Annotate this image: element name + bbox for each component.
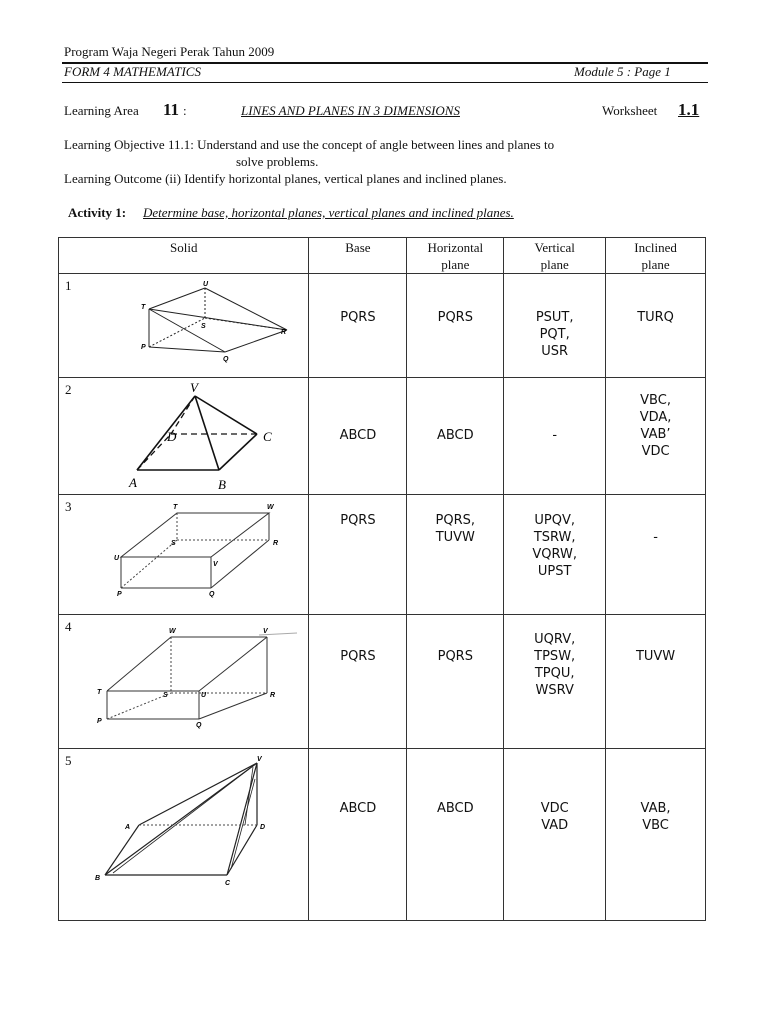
vertex-label: D [260,824,266,831]
vertex-label: S [163,692,168,699]
horizontal-cell: ABCD [407,749,504,921]
edge-TU [149,288,205,309]
header-solid: Solid [59,238,309,274]
edge-PS [107,693,171,719]
learning-objective-cont: solve problems. [236,154,319,169]
vertex-label: P [141,344,146,351]
hatch-line [245,767,253,825]
vertical-cell: PSUT, PQT, USR [504,274,606,378]
learning-objective: Learning Objective 11.1: Understand and use the concept of angle between lines and planes to [64,137,555,152]
worksheet-label: Worksheet [602,103,658,118]
base-cell: ABCD [309,378,407,495]
inclined-cell: VAB, VBC [606,749,706,921]
header-vertical: Vertical plane [504,238,606,274]
edge-VC [195,396,257,434]
vertex-label: Q [196,722,202,729]
vertex-label: U [114,555,120,562]
table-header-row [59,238,706,274]
row-number: 3 [65,499,72,514]
worksheet-number: 1.1 [678,100,700,119]
vertical-cell: VDC VAD [504,749,606,921]
edge-QR [225,330,287,352]
activity-label: Activity 1: [68,205,127,220]
header-horizontal: Horizontal plane [407,238,504,274]
table-row [59,274,706,378]
vertex-label: W [169,628,176,635]
vertex-label: P [97,718,102,725]
edge-PQ [149,347,225,352]
solid-cell [59,274,309,378]
solid-cell [59,378,309,495]
row-number: 5 [65,753,72,768]
solid-cell [59,749,309,921]
vertex-label: V [213,561,218,568]
vertex-label: T [173,504,178,511]
horizontal-cell: PQRS [407,274,504,378]
vertical-cell: - [504,378,606,495]
base-cell: PQRS [309,495,407,615]
edge-TQ [149,309,225,352]
header-rule-bottom [62,82,708,83]
edge-BC [219,434,257,470]
vertex-label: S [201,323,206,330]
top-face-UVWT [121,513,269,557]
learning-area-title: LINES AND PLANES IN 3 DIMENSIONS [241,103,460,118]
edge-PS [149,318,205,347]
hatch-line [113,769,249,873]
table-row [59,378,706,495]
edge-QR [199,693,267,719]
learning-area-number: 11 [163,100,180,119]
edge-AB [105,825,139,875]
edge-VU [199,637,267,691]
edge-PS [121,540,177,588]
row-number: 2 [65,382,72,397]
cuboid-diagram [59,495,309,614]
learning-area-label: Learning Area [64,103,139,118]
wedge-cuboid-diagram [59,615,309,748]
horizontal-cell: PQRS [407,615,504,749]
header-inclined: Inclined plane [606,238,706,274]
vertex-label: U [201,692,207,699]
vertex-label: A [125,824,131,831]
edge-VA [139,763,257,825]
vertex-label: R [273,540,279,547]
planes-table [58,237,706,921]
horizontal-cell: ABCD [407,378,504,495]
learning-outcome: Learning Outcome (ii) Identify horizontal planes, vertical planes and inclined planes. [64,171,507,186]
triangular-prism-diagram [59,274,309,377]
vertex-label: B [218,477,226,492]
row-number: 4 [65,619,72,634]
vertical-cell: UQRV, TPSW, TPQU, WSRV [504,615,606,749]
hatch-line [231,779,255,869]
module-page: Module 5 : Page 1 [574,64,671,79]
vertical-cell: UPQV, TSRW, VQRW, UPST [504,495,606,615]
vertex-label: C [263,429,272,444]
vertex-label: U [203,281,209,288]
table-row [59,749,706,921]
oblique-pyramid-diagram [59,749,309,920]
table-row [59,615,706,749]
vertex-label: D [167,429,177,444]
vertex-label: V [257,756,262,763]
inclined-cell: TUVW [606,615,706,749]
vertex-label: B [95,875,101,882]
vertex-label: R [281,329,287,336]
form-title: FORM 4 MATHEMATICS [64,64,201,79]
activity-instruction: Determine base, horizontal planes, vertical planes and inclined planes. [143,205,514,220]
solid-cell [59,615,309,749]
vertex-label: P [117,591,122,598]
edge-VB [195,396,219,470]
header-base: Base [309,238,407,274]
base-cell: PQRS [309,615,407,749]
vertex-label: S [171,540,176,547]
base-cell: PQRS [309,274,407,378]
vertex-label: T [97,689,102,696]
vertex-label: Q [209,591,215,598]
table-row [59,495,706,615]
horizontal-cell: PQRS, TUVW [407,495,504,615]
learning-area-colon: : [183,103,187,118]
vertex-label: T [141,304,146,311]
edge-VC [227,763,257,875]
program-header: Program Waja Negeri Perak Tahun 2009 [64,44,275,59]
inclined-cell: - [606,495,706,615]
edge-QR [211,540,269,588]
pyramid-diagram [59,378,309,494]
vertex-label: V [263,628,268,635]
vertex-label: V [190,380,198,395]
solid-cell [59,495,309,615]
inclined-cell: TURQ [606,274,706,378]
inclined-cell: VBC, VDA, VAB’ VDC [606,378,706,495]
edge-TW [107,637,171,691]
row-number: 1 [65,278,72,293]
vertex-label: Q [223,356,229,363]
vertex-label: R [270,692,276,699]
vertex-label: C [225,880,231,887]
base-cell: ABCD [309,749,407,921]
vertex-label: W [267,504,274,511]
edge-VA [137,396,195,470]
vertex-label: A [129,475,137,490]
